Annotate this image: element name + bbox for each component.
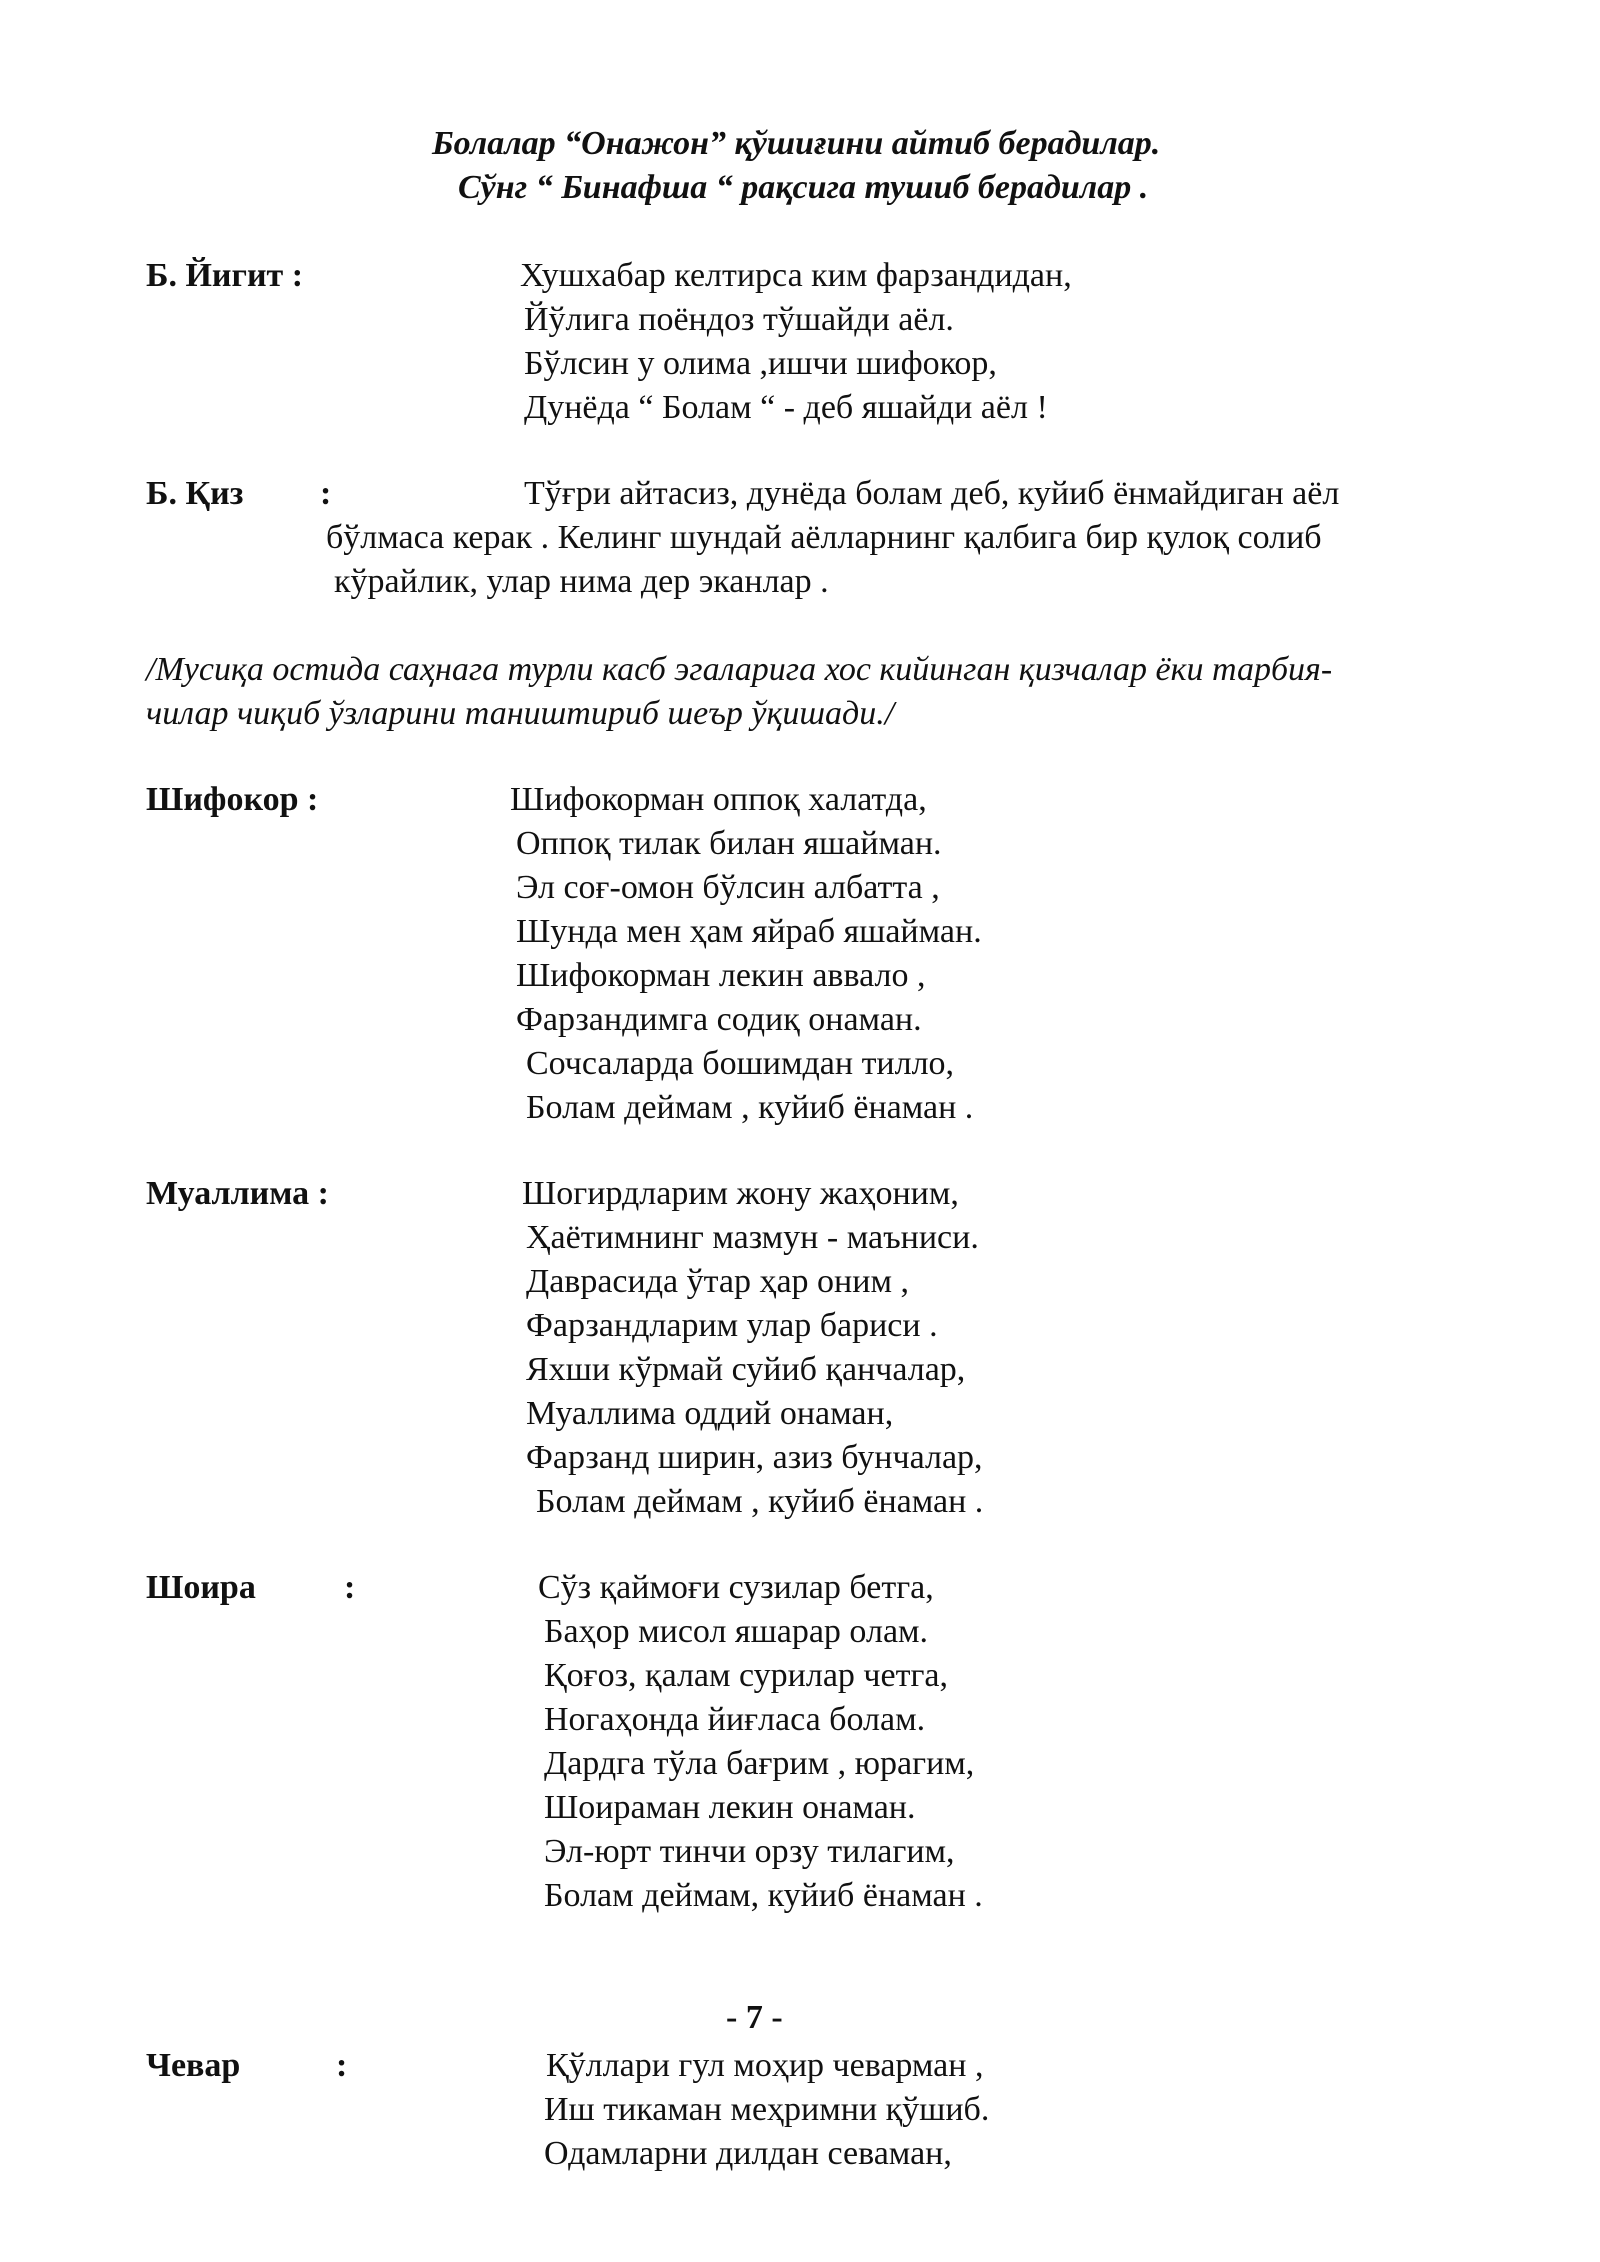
page-number: - 7 -	[726, 1999, 783, 2036]
verse-line: Фарзанд ширин, азиз бунчалар,	[526, 1439, 983, 1476]
prose-line: Тўғри айтасиз, дунёда болам деб, куйиб ёнмайдиган аёл	[524, 475, 1340, 512]
verse-line: Хушхабар келтирса ким фарзандидан,	[520, 257, 1072, 294]
speaker-b-yigit: Б. Йигит :	[146, 257, 304, 294]
verse-line: Баҳор мисол яшарар олам.	[544, 1613, 929, 1650]
verse-line: Дардга тўла бағрим , юрагим,	[544, 1745, 975, 1782]
header-line-1: Болалар “Онажон” қўшиғини айтиб берадилар.	[432, 125, 1161, 162]
verse-line: Эл соғ-омон бўлсин албатта ,	[516, 869, 940, 906]
verse-line: Иш тикаман меҳримни қўшиб.	[544, 2091, 990, 2128]
prose-line: кўрайлик, улар нима дер эканлар .	[334, 563, 829, 600]
verse-line: Шифокорман оппоқ халатда,	[510, 781, 927, 818]
verse-line: Оппоқ тилак билан яшайман.	[516, 825, 942, 862]
verse-line: Йўлига поёндоз тўшайди аёл.	[524, 301, 954, 338]
speaker-colon: :	[320, 475, 332, 512]
verse-line: Болам деймам , куйиб ёнаман .	[526, 1089, 974, 1126]
stage-direction-line-1: /Мусиқа остида саҳнага турли касб эгаларига хос кийинган қизчалар ёки тарбия-	[146, 651, 1333, 688]
verse-line: Шогирдларим жону жаҳоним,	[522, 1175, 959, 1212]
verse-line: Эл-юрт тинчи орзу тилагим,	[544, 1833, 955, 1870]
stage-direction-line-2: чилар чиқиб ўзларини таништириб шеър ўқишади./	[146, 695, 895, 732]
verse-line: Шоираман лекин онаман.	[544, 1789, 916, 1826]
verse-line: Фарзандимга содиқ онаман.	[516, 1001, 922, 1038]
speaker-shoira: Шоира	[146, 1569, 256, 1606]
header-line-2: Сўнг “ Бинафша “ рақсига тушиб берадилар .	[458, 169, 1149, 206]
verse-line: Фарзандларим улар бариси .	[526, 1307, 938, 1344]
verse-line: Дунёда “ Болам “ - деб яшайди аёл !	[524, 389, 1048, 426]
speaker-muallima: Муаллима :	[146, 1175, 329, 1212]
verse-line: Болам деймам, куйиб ёнаман .	[544, 1877, 983, 1914]
speaker-chevar: Чевар	[146, 2047, 241, 2084]
verse-line: Ҳаётимнинг мазмун - маъниси.	[526, 1219, 979, 1256]
verse-line: Сўз қаймоғи сузилар бетга,	[538, 1569, 934, 1606]
verse-line: Шифокорман лекин аввало ,	[516, 957, 926, 994]
speaker-colon: :	[344, 1569, 356, 1606]
verse-line: Қўллари гул моҳир чеварман ,	[546, 2047, 984, 2084]
verse-line: Муаллима оддий онаман,	[526, 1395, 894, 1432]
verse-line: Сочсаларда бошимдан тилло,	[526, 1045, 955, 1082]
prose-line: бўлмаса керак . Келинг шундай аёлларнинг қалбига бир қулоқ солиб	[326, 519, 1322, 556]
verse-line: Шунда мен ҳам яйраб яшайман.	[516, 913, 982, 950]
verse-line: Ногаҳонда йиғласа болам.	[544, 1701, 926, 1738]
verse-line: Яхши кўрмай суйиб қанчалар,	[526, 1351, 966, 1388]
speaker-colon: :	[336, 2047, 348, 2084]
verse-line: Болам деймам , куйиб ёнаман .	[536, 1483, 984, 1520]
speaker-b-qiz: Б. Қиз	[146, 475, 244, 512]
verse-line: Бўлсин у олима ,ишчи шифокор,	[524, 345, 997, 382]
speaker-shifokor: Шифокор :	[146, 781, 319, 818]
verse-line: Қоғоз, қалам сурилар четга,	[544, 1657, 949, 1694]
verse-line: Даврасида ўтар ҳар оним ,	[526, 1263, 909, 1300]
verse-line: Одамларни дилдан севаман,	[544, 2135, 952, 2172]
